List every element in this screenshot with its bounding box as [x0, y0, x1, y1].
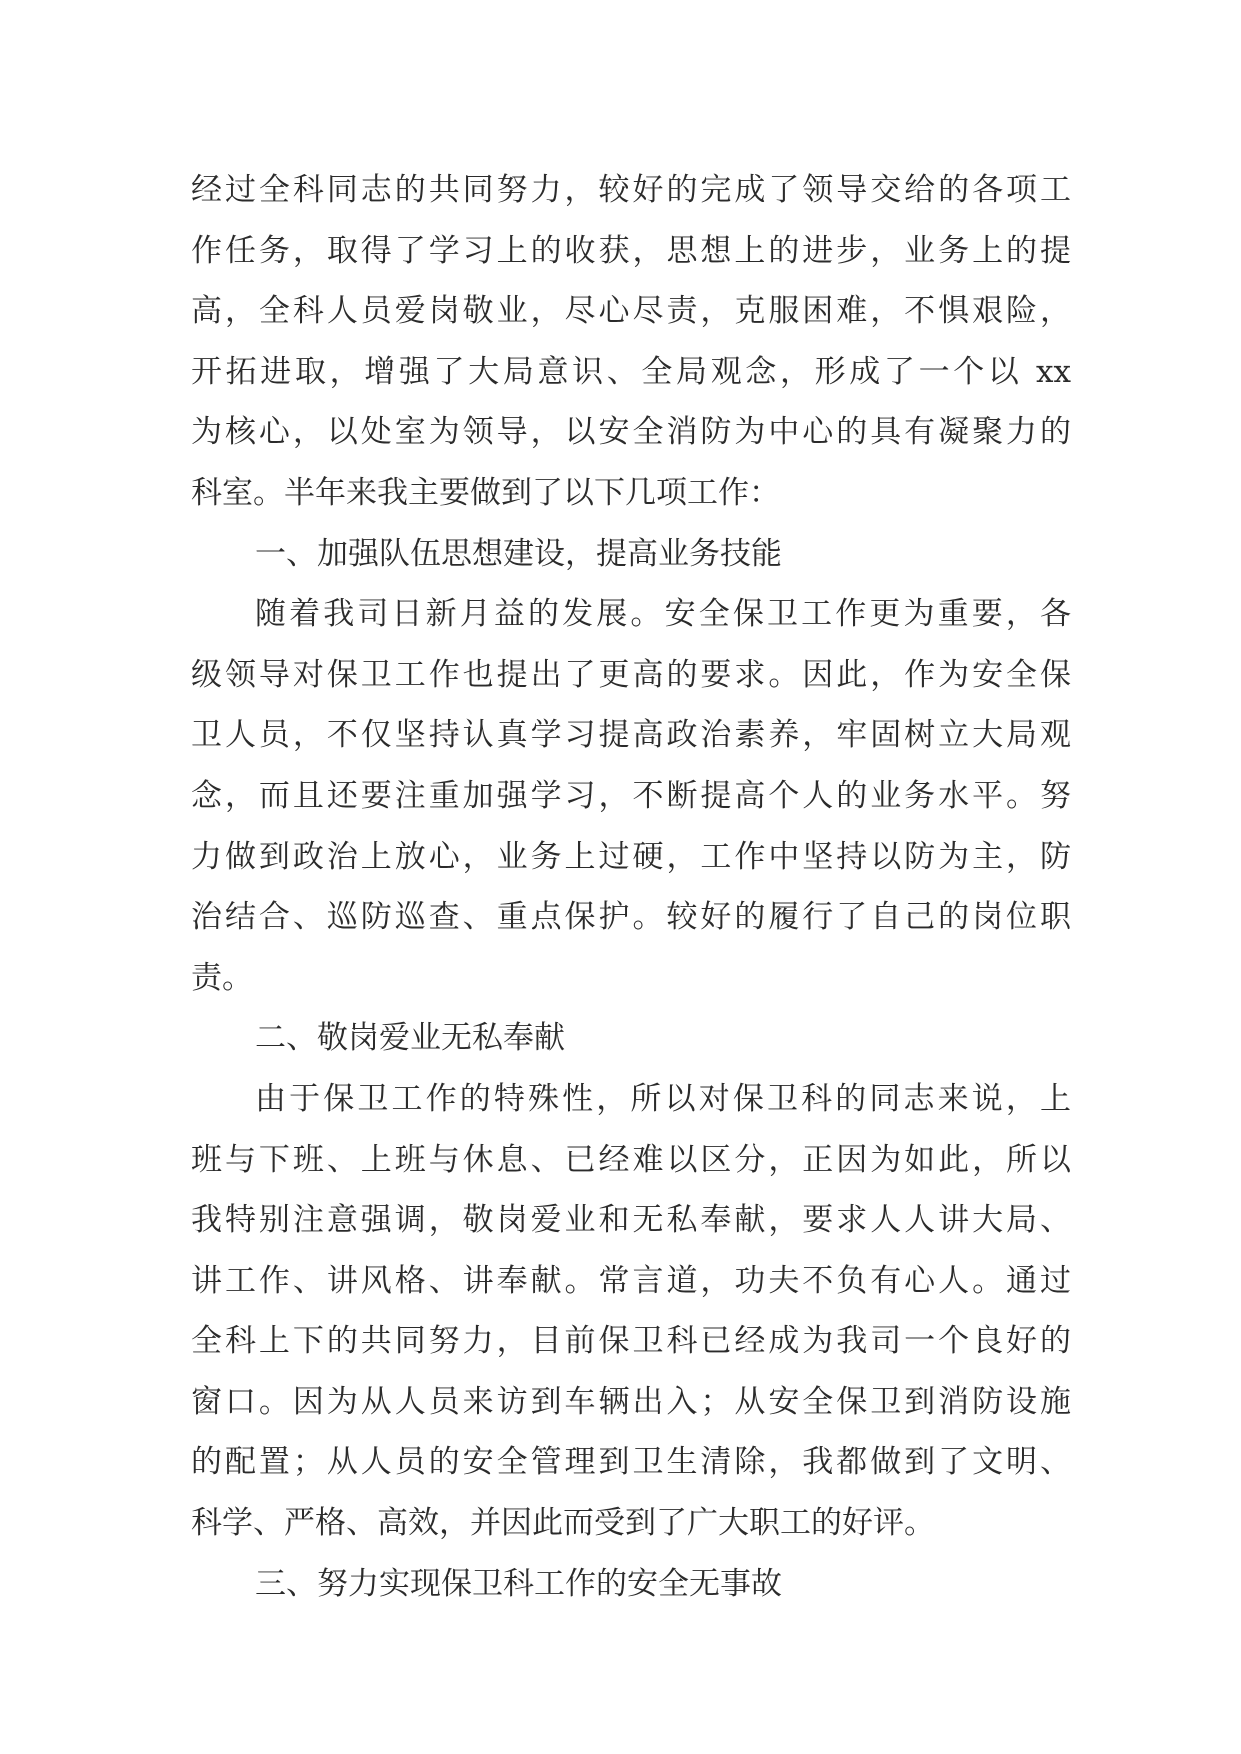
text-line: 由于保卫工作的特殊性，所以对保卫科的同志来说，上: [255, 1080, 1071, 1117]
text-line: 的配置；从人员的安全管理到卫生清除，我都做到了文明、: [191, 1444, 1071, 1481]
text-line: 班与下班、上班与休息、已经难以区分，正因为如此，所以: [191, 1141, 1071, 1178]
text-line: 讲工作、讲风格、讲奉献。常言道，功夫不负有心人。通过: [191, 1262, 1071, 1299]
text-line: 为核心，以处室为领导，以安全消防为中心的具有凝聚力的: [191, 414, 1071, 451]
text-line: 一、加强队伍思想建设，提高业务技能: [255, 535, 782, 572]
text-line: 二、敬岗爱业无私奉献: [255, 1020, 565, 1057]
text-line: 念，而且还要注重加强学习，不断提高个人的业务水平。努: [191, 777, 1071, 814]
text-line: 力做到政治上放心，业务上过硬，工作中坚持以防为主，防: [191, 838, 1071, 875]
text-line: 科室。半年来我主要做到了以下几项工作：: [191, 474, 780, 511]
text-line: 三、努力实现保卫科工作的安全无事故: [255, 1565, 782, 1602]
text-line: 治结合、巡防巡查、重点保护。较好的履行了自己的岗位职: [191, 899, 1071, 936]
text-line: 我特别注意强调，敬岗爱业和无私奉献，要求人人讲大局、: [191, 1202, 1071, 1239]
text-line: 责。: [191, 959, 253, 996]
text-line: 窗口。因为从人员来访到车辆出入；从安全保卫到消防设施: [191, 1383, 1071, 1420]
text-line: 科学、严格、高效，并因此而受到了广大职工的好评。: [191, 1505, 935, 1542]
document-body: [191, 160, 1071, 1614]
text-line: 作任务，取得了学习上的收获，思想上的进步，业务上的提: [191, 232, 1071, 269]
text-line: 随着我司日新月益的发展。安全保卫工作更为重要，各: [255, 596, 1071, 633]
text-line: 级领导对保卫工作也提出了更高的要求。因此，作为安全保: [191, 656, 1071, 693]
text-line: 开拓进取，增强了大局意识、全局观念，形成了一个以 xx: [191, 353, 1071, 390]
text-line: 高，全科人员爱岗敬业，尽心尽责，克服困难，不惧艰险，: [191, 293, 1071, 330]
text-line: 全科上下的共同努力，目前保卫科已经成为我司一个良好的: [191, 1323, 1071, 1360]
text-line: 经过全科同志的共同努力，较好的完成了领导交给的各项工: [191, 172, 1071, 208]
text-line: 卫人员，不仅坚持认真学习提高政治素养，牢固树立大局观: [191, 717, 1071, 754]
